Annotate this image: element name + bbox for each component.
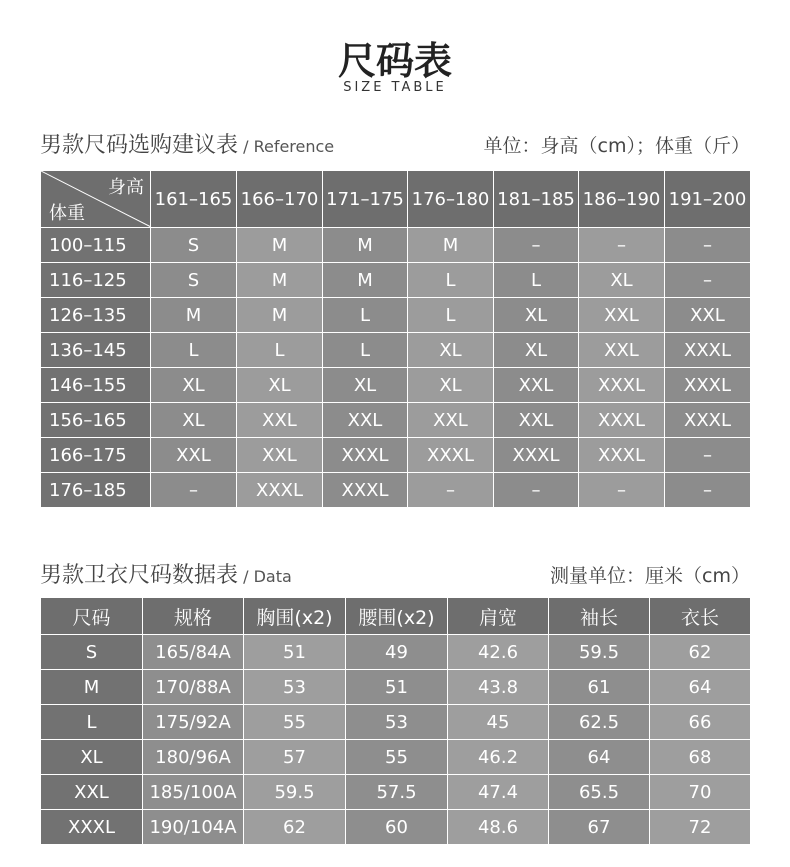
- height-column-header: 181–185: [494, 171, 579, 228]
- size-cell: XXXL: [579, 403, 665, 438]
- size-cell: XL: [151, 368, 237, 403]
- measurement-cell: 51: [346, 670, 448, 705]
- size-label-cell: M: [41, 670, 143, 705]
- size-cell: XL: [323, 368, 408, 403]
- size-cell: –: [665, 438, 751, 473]
- size-cell: L: [237, 333, 323, 368]
- measurement-cell: 62.5: [549, 705, 650, 740]
- table-row: [41, 438, 751, 473]
- data-column-header: 胸围(x2): [244, 598, 346, 635]
- size-cell: XXXL: [665, 333, 751, 368]
- height-column-header: 191–200: [665, 171, 751, 228]
- measurement-cell: 53: [244, 670, 346, 705]
- height-column-header: 161–165: [151, 171, 237, 228]
- size-cell: L: [323, 333, 408, 368]
- size-cell: M: [237, 228, 323, 263]
- size-cell: M: [151, 298, 237, 333]
- page-title: 尺码表: [337, 39, 452, 83]
- size-cell: XL: [237, 368, 323, 403]
- table-row: [41, 670, 751, 705]
- size-cell: –: [665, 473, 751, 508]
- data-column-header: 规格: [143, 598, 244, 635]
- measurement-cell: 67: [549, 810, 650, 845]
- weight-row-header: 100–115: [41, 228, 151, 263]
- weight-row-header: 126–135: [41, 298, 151, 333]
- measurement-cell: 66: [650, 705, 751, 740]
- table-row: [41, 473, 751, 508]
- measurement-cell: 49: [346, 635, 448, 670]
- height-column-header: 166–170: [237, 171, 323, 228]
- measurement-cell: 45: [448, 705, 549, 740]
- weight-row-header: 166–175: [41, 438, 151, 473]
- measurement-cell: 60: [346, 810, 448, 845]
- table-row: [41, 228, 751, 263]
- reference-unit-note: 单位：身高（cm）；体重（斤）: [483, 135, 750, 157]
- data-column-header: 衣长: [650, 598, 751, 635]
- measurement-cell: 165/84A: [143, 635, 244, 670]
- measurement-cell: 170/88A: [143, 670, 244, 705]
- size-cell: XXL: [237, 403, 323, 438]
- size-cell: L: [408, 298, 494, 333]
- size-label-cell: XL: [41, 740, 143, 775]
- table-row: [41, 298, 751, 333]
- size-cell: –: [494, 473, 579, 508]
- measurement-cell: 55: [244, 705, 346, 740]
- size-cell: –: [579, 228, 665, 263]
- measurement-cell: 42.6: [448, 635, 549, 670]
- table-row: [41, 635, 751, 670]
- data-header-row: [41, 598, 751, 635]
- size-cell: M: [323, 263, 408, 298]
- size-label-cell: S: [41, 635, 143, 670]
- height-column-header: 186–190: [579, 171, 665, 228]
- size-cell: XXXL: [237, 473, 323, 508]
- measurement-cell: 43.8: [448, 670, 549, 705]
- size-cell: XXL: [579, 298, 665, 333]
- measurement-cell: 175/92A: [143, 705, 244, 740]
- size-cell: –: [408, 473, 494, 508]
- size-cell: XXL: [579, 333, 665, 368]
- reference-title-cn: 男款尺码选购建议表: [40, 133, 239, 158]
- size-cell: –: [494, 228, 579, 263]
- size-cell: XXXL: [579, 438, 665, 473]
- size-cell: M: [323, 228, 408, 263]
- measurement-cell: 62: [244, 810, 346, 845]
- size-cell: –: [665, 263, 751, 298]
- size-cell: XXXL: [494, 438, 579, 473]
- reference-section-title: [40, 128, 334, 159]
- size-cell: XXL: [323, 403, 408, 438]
- data-section-title: [40, 558, 292, 589]
- data-unit-note: 测量单位：厘米（cm）: [550, 565, 750, 587]
- size-cell: XXL: [494, 368, 579, 403]
- size-cell: XXL: [151, 438, 237, 473]
- size-cell: S: [151, 228, 237, 263]
- reference-header-row: [41, 171, 751, 228]
- height-column-header: 171–175: [323, 171, 408, 228]
- data-column-header: 尺码: [41, 598, 143, 635]
- size-label-cell: XXL: [41, 775, 143, 810]
- size-cell: XL: [151, 403, 237, 438]
- measurement-cell: 59.5: [244, 775, 346, 810]
- size-cell: XXXL: [665, 403, 751, 438]
- measurement-cell: 47.4: [448, 775, 549, 810]
- measurement-cell: 57: [244, 740, 346, 775]
- table-row: [41, 775, 751, 810]
- size-cell: XL: [408, 333, 494, 368]
- measurement-cell: 59.5: [549, 635, 650, 670]
- size-cell: XXXL: [665, 368, 751, 403]
- measurement-cell: 46.2: [448, 740, 549, 775]
- size-cell: L: [408, 263, 494, 298]
- corner-weight-label: 体重: [49, 203, 85, 224]
- size-cell: XL: [494, 333, 579, 368]
- size-cell: XXL: [665, 298, 751, 333]
- size-cell: L: [323, 298, 408, 333]
- size-cell: XXL: [237, 438, 323, 473]
- measurement-cell: 70: [650, 775, 751, 810]
- measurement-cell: 55: [346, 740, 448, 775]
- page-subtitle: SIZE TABLE: [343, 80, 447, 95]
- size-cell: XXL: [408, 403, 494, 438]
- table-row: [41, 740, 751, 775]
- table-row: [41, 263, 751, 298]
- data-table-body: [41, 635, 751, 845]
- measurement-cell: 48.6: [448, 810, 549, 845]
- table-row: [41, 705, 751, 740]
- measurement-cell: 64: [549, 740, 650, 775]
- size-cell: XL: [494, 298, 579, 333]
- reference-table-body: [41, 228, 751, 508]
- data-column-header: 肩宽: [448, 598, 549, 635]
- size-cell: XL: [579, 263, 665, 298]
- measurement-cell: 68: [650, 740, 751, 775]
- size-cell: XXXL: [579, 368, 665, 403]
- table-row: [41, 333, 751, 368]
- weight-row-header: 146–155: [41, 368, 151, 403]
- corner-header-cell: [41, 171, 151, 228]
- measurement-cell: 57.5: [346, 775, 448, 810]
- size-cell: –: [151, 473, 237, 508]
- size-cell: M: [237, 263, 323, 298]
- weight-row-header: 136–145: [41, 333, 151, 368]
- data-column-header: 袖长: [549, 598, 650, 635]
- size-cell: XXL: [494, 403, 579, 438]
- size-cell: M: [408, 228, 494, 263]
- measurement-cell: 72: [650, 810, 751, 845]
- weight-row-header: 156–165: [41, 403, 151, 438]
- measurement-cell: 180/96A: [143, 740, 244, 775]
- weight-row-header: 176–185: [41, 473, 151, 508]
- measurement-cell: 190/104A: [143, 810, 244, 845]
- size-cell: XXXL: [408, 438, 494, 473]
- measurement-cell: 51: [244, 635, 346, 670]
- reference-title-en: / Reference: [238, 137, 335, 156]
- weight-row-header: 116–125: [41, 263, 151, 298]
- table-row: [41, 368, 751, 403]
- size-cell: –: [665, 228, 751, 263]
- measurement-cell: 61: [549, 670, 650, 705]
- size-label-cell: XXXL: [41, 810, 143, 845]
- data-title-en: / Data: [238, 567, 292, 586]
- corner-height-label: 身高: [108, 177, 144, 198]
- height-column-header: 176–180: [408, 171, 494, 228]
- reference-size-table: [40, 170, 751, 508]
- data-title-cn: 男款卫衣尺码数据表: [40, 563, 239, 588]
- table-row: [41, 403, 751, 438]
- measurement-data-table: [40, 597, 751, 845]
- size-cell: S: [151, 263, 237, 298]
- size-cell: XL: [408, 368, 494, 403]
- size-label-cell: L: [41, 705, 143, 740]
- size-cell: L: [494, 263, 579, 298]
- measurement-cell: 64: [650, 670, 751, 705]
- size-cell: XXXL: [323, 473, 408, 508]
- measurement-cell: 53: [346, 705, 448, 740]
- measurement-cell: 62: [650, 635, 751, 670]
- measurement-cell: 65.5: [549, 775, 650, 810]
- size-cell: –: [579, 473, 665, 508]
- measurement-cell: 185/100A: [143, 775, 244, 810]
- size-cell: L: [151, 333, 237, 368]
- size-cell: XXXL: [323, 438, 408, 473]
- data-column-header: 腰围(x2): [346, 598, 448, 635]
- table-row: [41, 810, 751, 845]
- size-cell: M: [237, 298, 323, 333]
